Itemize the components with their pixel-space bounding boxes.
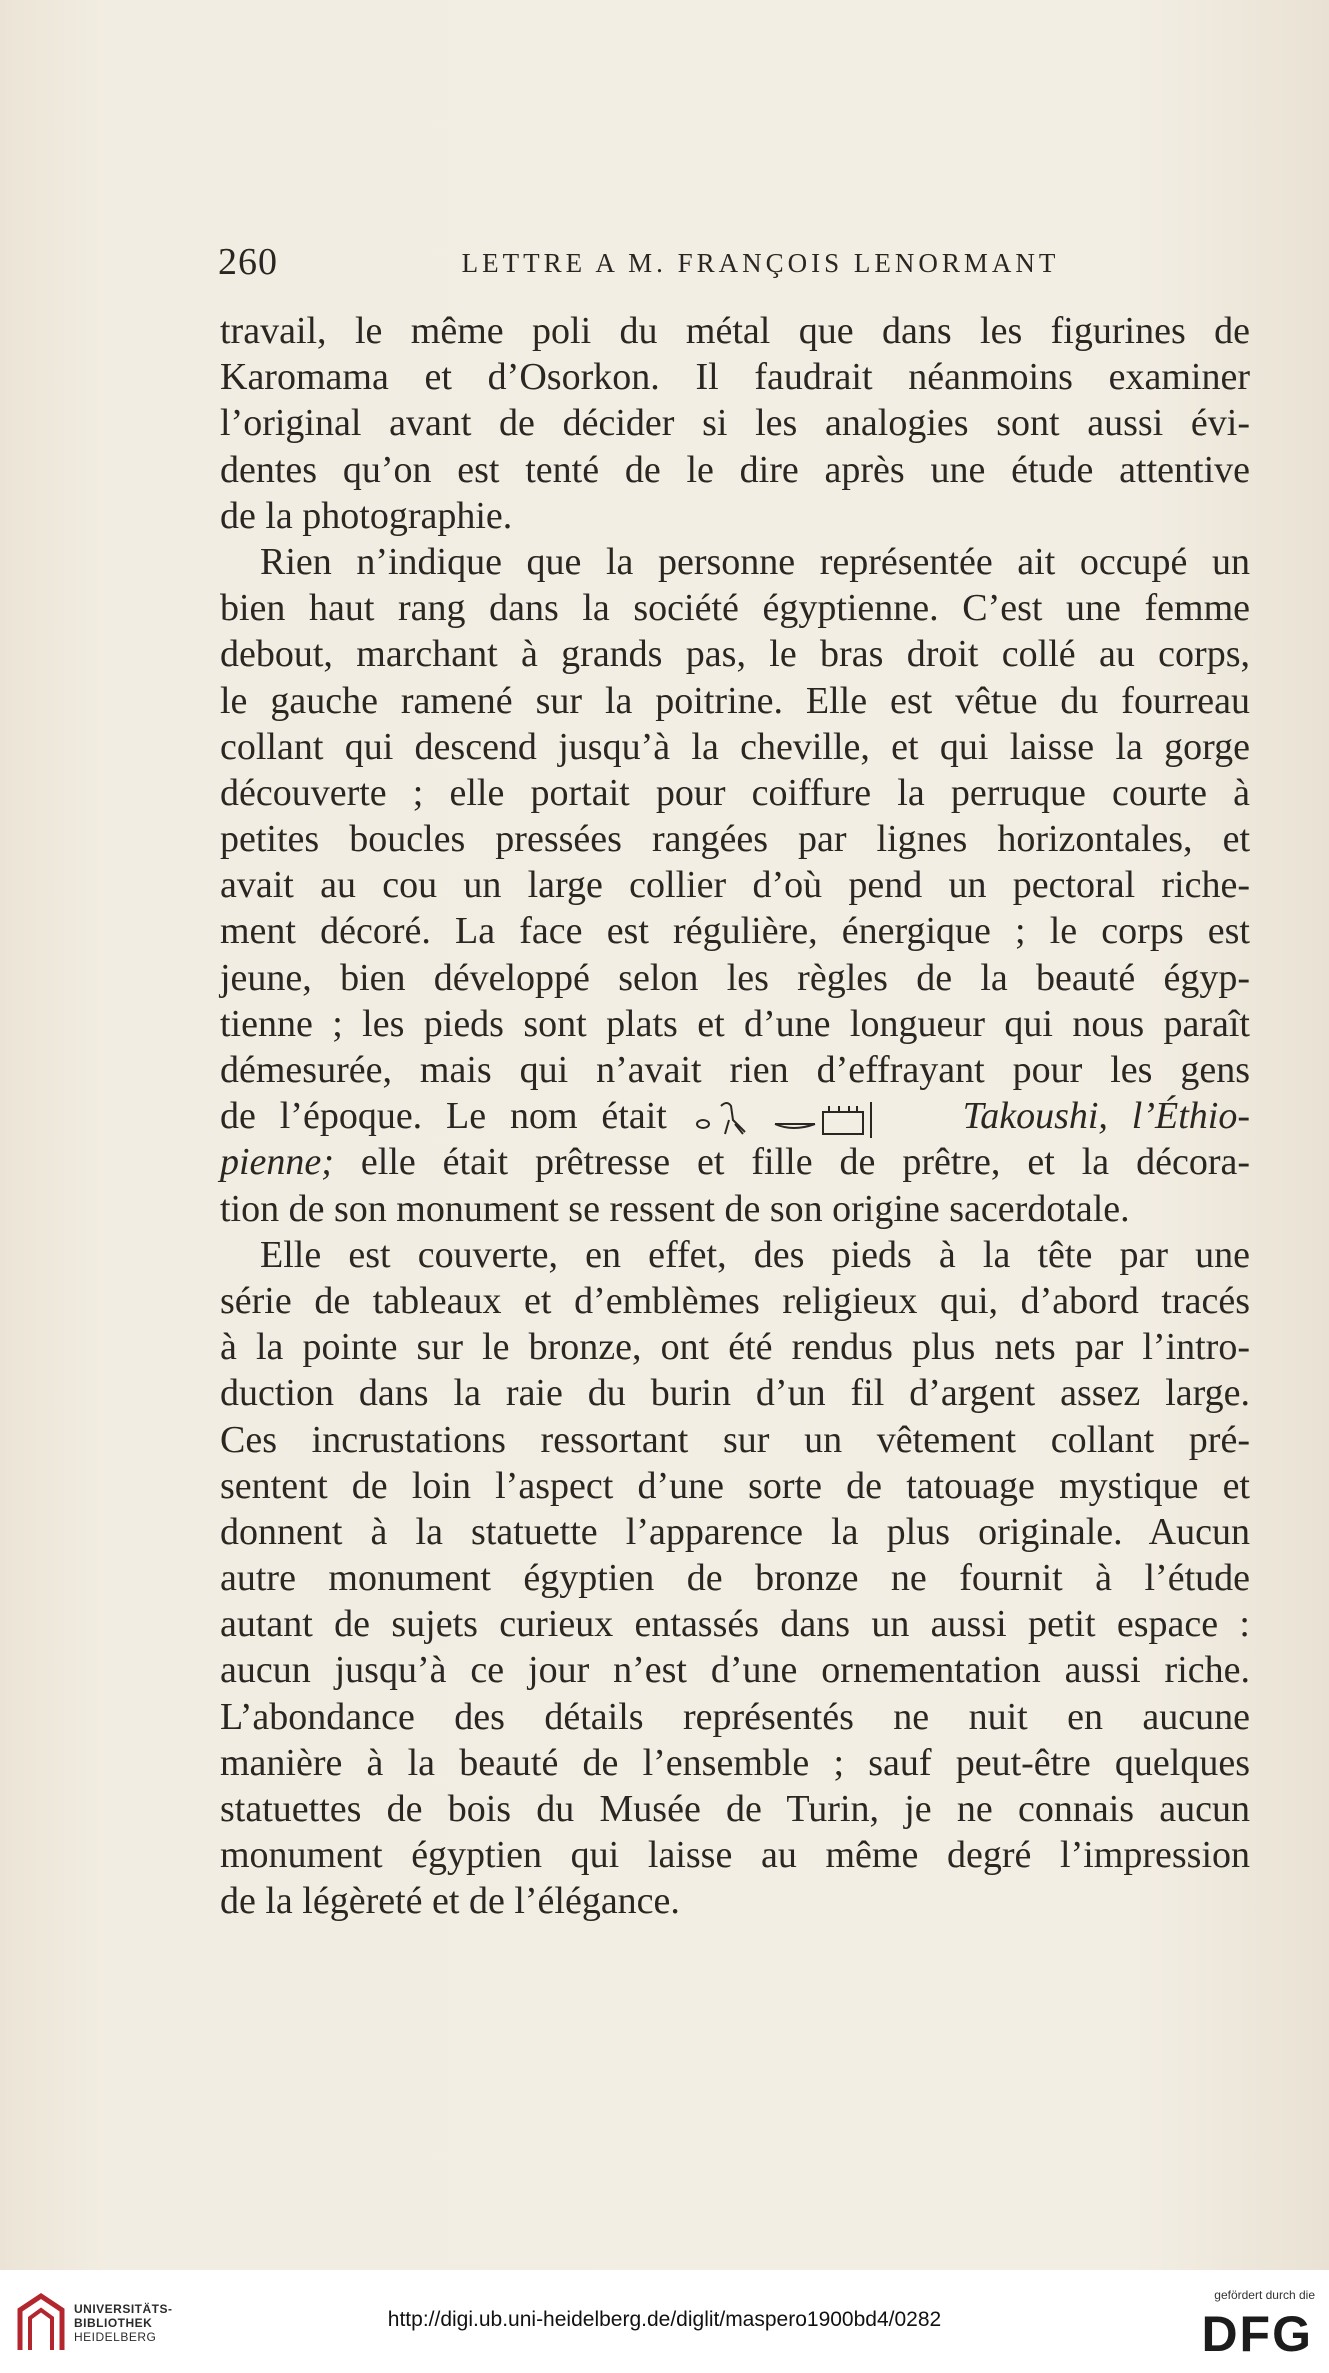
text-line: bien haut rang dans la société égyptienne. C’est une femme (220, 587, 1250, 630)
text-segment: de l’époque. Le nom était (220, 1095, 667, 1138)
text-line: Karomama et d’Osorkon. Il faudrait néanmoins examiner (220, 356, 1250, 399)
text-line: L’abondance des détails représentés ne nuit en aucune (220, 1695, 1250, 1738)
hieroglyph-name-cartouche (695, 1098, 935, 1140)
text-line: debout, marchant à grands pas, le bras droit collé au corps, (220, 633, 1250, 676)
text-line: duction dans la raie du burin d’un fil d’argent assez large. (220, 1372, 1250, 1415)
text-line (220, 1139, 1250, 1185)
text-segment: elle était prêtresse et fille de prêtre, et la décora- (333, 1141, 1250, 1184)
text-line-with-hieroglyphs (220, 1093, 1250, 1139)
text-line: monument égyptien qui laisse au même degré l’impression (220, 1834, 1250, 1877)
text-line: autre monument égyptien de bronze ne fournit à l’étude (220, 1557, 1250, 1600)
sponsor-logo: DFG (1201, 2306, 1313, 2362)
text-segment-italic: pienne; (220, 1141, 334, 1184)
digitization-footer (0, 2270, 1329, 2373)
text-line: le gauche ramené sur la poitrine. Elle est vêtue du fourreau (220, 679, 1250, 722)
institution-line: HEIDELBERG (74, 2330, 157, 2344)
body-text (220, 308, 1250, 1925)
text-line: petites boucles pressées rangées par lignes horizontales, et (220, 818, 1250, 861)
page-number: 260 (218, 241, 278, 283)
text-line: Rien n’indique que la personne représentée ait occupé un (260, 540, 1250, 583)
text-line: donnent à la statuette l’apparence la plus originale. Aucun (220, 1510, 1250, 1553)
text-line: l’original avant de décider si les analogies sont aussi évi- (220, 402, 1250, 445)
text-line: travail, le même poli du métal que dans les figurines de (220, 310, 1250, 352)
text-line: sentent de loin l’aspect d’une sorte de tatouage mystique et (220, 1464, 1250, 1507)
text-segment-italic: Takoushi, l’Éthio- (962, 1095, 1250, 1138)
text-line: Ces incrustations ressortant sur un vêtement collant pré- (220, 1418, 1250, 1461)
text-line: tienne ; les pieds sont plats et d’une longueur qui nous paraît (220, 1002, 1250, 1045)
text-line: ment décoré. La face est régulière, énergique ; le corps est (220, 910, 1250, 953)
text-line: collant qui descend jusqu’à la cheville, et qui laisse la gorge (220, 725, 1250, 768)
text-line: série de tableaux et d’emblèmes religieux qui, d’abord tracés (220, 1279, 1250, 1322)
text-line: autant de sujets curieux entassés dans un aussi petit espace : (220, 1603, 1250, 1646)
text-line: tion de son monument se ressent de son origine sacerdotale. (220, 1187, 1130, 1230)
institution-line: BIBLIOTHEK (74, 2316, 153, 2330)
text-line: jeune, bien développé selon les règles de la beauté égyp- (220, 956, 1250, 999)
text-line: manière à la beauté de l’ensemble ; sauf peut-être quelques (220, 1741, 1250, 1784)
text-line: avait au cou un large collier d’où pend un pectoral riche- (220, 864, 1250, 907)
source-url-link[interactable]: http://digi.ub.uni-heidelberg.de/diglit/maspero1900bd4/0282 (387, 2308, 942, 2331)
text-line: dentes qu’on est tenté de le dire après une étude attentive (220, 448, 1250, 491)
text-line: aucun jusqu’à ce jour n’est d’une ornementation aussi riche. (220, 1649, 1250, 1692)
text-line: statuettes de bois du Musée de Turin, je ne connais aucun (220, 1788, 1250, 1830)
institution-line: UNIVERSITÄTS- (74, 2302, 173, 2316)
text-line: Elle est couverte, en effet, des pieds à la tête par une (260, 1233, 1250, 1276)
text-line: à la pointe sur le bronze, ont été rendus plus nets par l’intro- (220, 1326, 1250, 1369)
text-line: de la légèreté et de l’élégance. (220, 1880, 680, 1923)
page-header (218, 240, 1253, 290)
text-line: de la photographie. (220, 494, 513, 537)
text-line: découverte ; elle portait pour coiffure la perruque courte à (220, 771, 1250, 814)
text-line: démesurée, mais qui n’avait rien d’effrayant pour les gens (220, 1049, 1250, 1091)
running-head: LETTRE A M. FRANÇOIS LENORMANT (461, 248, 1060, 278)
sponsor-label: gefördert durch die (1214, 2288, 1315, 2302)
